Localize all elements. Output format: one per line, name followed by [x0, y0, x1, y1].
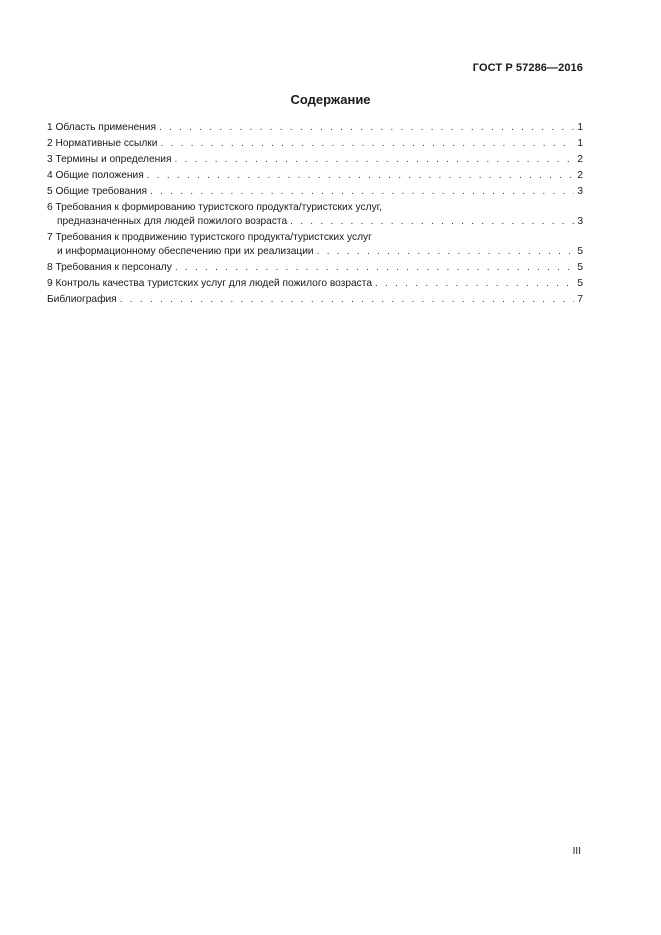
toc-entry-text: 6 Требования к формированию туристского продукта/туристских услуг,	[47, 202, 382, 213]
toc-entry-text: 3 Термины и определения	[47, 154, 172, 165]
toc-dot-leader	[147, 169, 574, 183]
toc-entry[interactable]	[47, 185, 583, 199]
toc-line	[47, 121, 583, 135]
toc-entry-page: 1	[577, 122, 583, 133]
toc-entry-text: 1 Область применения	[47, 122, 156, 133]
toc-entry-text: 2 Нормативные ссылки	[47, 138, 158, 149]
toc-line	[47, 185, 583, 199]
toc-line	[47, 277, 583, 291]
toc-entry-text: 4 Общие положения	[47, 170, 144, 181]
toc-entry[interactable]	[47, 121, 583, 135]
toc-title: Содержание	[290, 92, 371, 107]
toc-entry-page: 7	[577, 294, 583, 305]
toc-entry-text-continued: предназначенных для людей пожилого возраста	[57, 216, 288, 227]
toc-dot-leader	[160, 137, 574, 151]
toc-dot-leader	[290, 215, 574, 229]
toc-entry-page: 1	[577, 138, 583, 149]
toc-dot-leader	[159, 121, 574, 135]
toc-entry[interactable]	[47, 261, 583, 275]
toc-entry-text: 8 Требования к персоналу	[47, 262, 172, 273]
toc-entry[interactable]	[47, 153, 583, 167]
toc-line	[47, 293, 583, 307]
toc-line	[47, 231, 583, 245]
toc-entry[interactable]	[47, 293, 583, 307]
toc-entry-page: 2	[577, 170, 583, 181]
toc-entry-page: 3	[577, 186, 583, 197]
toc-dot-leader	[174, 153, 574, 167]
toc-dot-leader	[175, 261, 574, 275]
toc-entry-page: 2	[577, 154, 583, 165]
toc-dot-leader	[150, 185, 574, 199]
toc-line	[47, 153, 583, 167]
toc-entry[interactable]	[47, 137, 583, 151]
toc-dot-leader	[317, 245, 574, 259]
toc-entry-text: 5 Общие требования	[47, 186, 148, 197]
toc-entry-page: 3	[577, 216, 583, 227]
toc-entry-text: Библиография	[47, 294, 117, 305]
toc-line	[47, 215, 583, 229]
table-of-contents	[47, 121, 583, 309]
toc-line	[47, 245, 583, 259]
toc-entry-page: 5	[577, 278, 583, 289]
toc-entry[interactable]	[47, 277, 583, 291]
toc-entry-page: 5	[577, 262, 583, 273]
document-code: ГОСТ Р 57286—2016	[472, 62, 583, 74]
toc-dot-leader	[375, 277, 574, 291]
toc-entry[interactable]	[47, 231, 583, 259]
toc-entry-text: 9 Контроль качества туристских услуг для людей пожилого возраста	[47, 278, 372, 289]
toc-dot-leader	[120, 293, 574, 307]
toc-entry-text-continued: и информационному обеспечению при их реализации	[57, 246, 314, 257]
toc-line	[47, 261, 583, 275]
toc-line	[47, 201, 583, 215]
toc-entry[interactable]	[47, 169, 583, 183]
toc-entry[interactable]	[47, 201, 583, 229]
page-number: III	[572, 846, 581, 857]
toc-entry-text: 7 Требования к продвижению туристского продукта/туристских услуг	[47, 232, 372, 243]
toc-entry-page: 5	[577, 246, 583, 257]
toc-line	[47, 169, 583, 183]
toc-line	[47, 137, 583, 151]
